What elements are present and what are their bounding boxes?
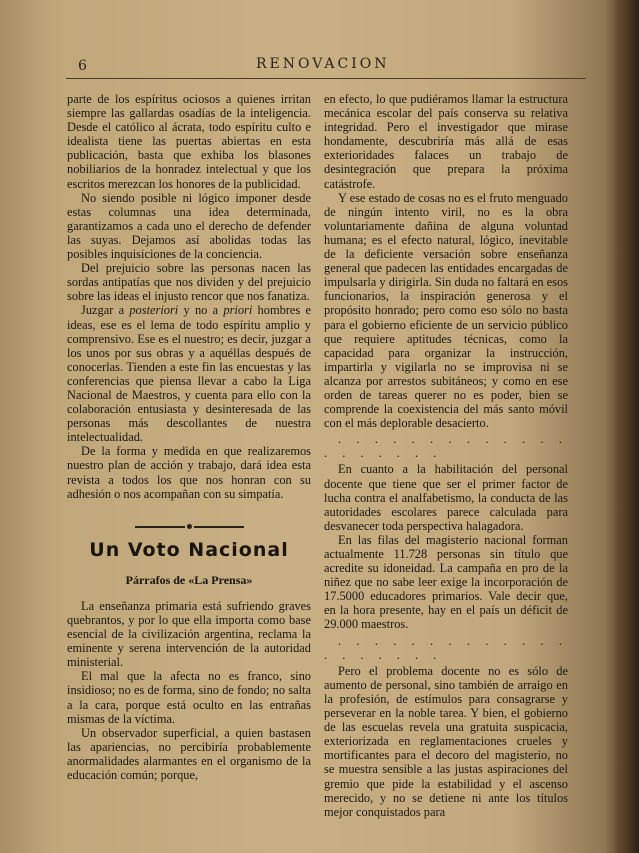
text-run: Juzgar a	[81, 303, 130, 318]
ellipsis-divider: . . . . . . . . . . . . . . . . . . . .	[324, 432, 568, 461]
paragraph: Pero el problema docente no es sólo de aumento de personal, sino también de arraigo en la profesión, de estímulos para consagrarse y perseverar en la noble tarea. Y bien, el gobierno de las escuelas revela una gratuita suspicacia, exteriorizada en reglamentaciones crueles y mortificantes para el decoro del magisterio, no se muestra sensible a las justas aspiraciones del gremio que pide la estabilidad y el ascenso merecido, y no se detiene ni ante los títulos mejor conquistados para	[324, 663, 568, 819]
book-spine-shadow	[605, 0, 639, 853]
paragraph: La enseñanza primaria está sufriendo graves quebrantos, y por lo que ella importa como base esencial de la civilización argentina, reclama la eminente y serena intervención de la autoridad ministerial.	[67, 598, 311, 670]
section-title: Un Voto Nacional	[89, 538, 289, 561]
paragraph: En las filas del magisterio nacional forman actualmente 11.728 personas sin título que acredite su idoneidad. La campaña en pro de la niñez que no sabe leer exige la incorporación de 17.5000 educadores primarios. Vale decir que, en la hora presente, hay en el país un déficit de 29.000 maestros.	[324, 532, 568, 632]
paragraph: parte de los espíritus ociosos a quienes irritan siempre las gallardas osadías de la inteligencia. Desde el católico al ácrata, todo espíritu culto e idealista tiene las puertas abiertas en esta publicación, basta que exhiba los blasones nobiliarios de la honradez intelectual y que los escritos merezcan los honores de la publicidad.	[67, 92, 311, 191]
ornament-dot	[187, 524, 192, 529]
paragraph: Del prejuicio sobre las personas nacen las sordas antipatías que nos dividen y del prejuicio sobre las ideas el injusto rencor que nos fanatiza.	[67, 261, 311, 304]
page-number: 6	[78, 58, 87, 74]
page-header	[66, 56, 586, 78]
ornament-bar	[194, 526, 244, 528]
paragraph: El mal que la afecta no es franco, sino insidioso; no es de forma, sino de fondo; no salta a la cara, porque está oculto en las entrañas mismas de la víctima.	[67, 669, 311, 726]
left-column	[67, 92, 311, 782]
section-subtitle: Párrafos de «La Prensa»	[125, 572, 253, 587]
right-column	[324, 92, 568, 819]
paragraph: Y ese estado de cosas no es el fruto menguado de ningún intento viril, no es la obra voluntariamente dañina de alguna voluntad humana; es el efecto natural, lógico, inevitable de la deficiente versación sobre enseñanza general que padecen las entidades encargadas de impulsarla y dirigirla. Sin duda no faltará en esos funcionarios, la inspiración generosa y el propósito honrado; pero como eso sólo no basta para el gobierno eficiente de un servicio público que requiere aptitudes técnicas, como la capacidad para organizar la instrucción, impartirla y vigilarla no se improvisa ni se alcanza por arrestos subitáneos; y como en ese orden de tareas querer no es poder, bien se comprende la coexistencia del más santo móvil con el más deplorable desacierto.	[324, 190, 568, 431]
italic-term: posteriori	[129, 303, 179, 318]
paragraph: en efecto, lo que pudiéramos llamar la estructura mecánica escolar del país conserva su relativa integridad. Pero el investigador que mirase hondamente, descubriría más allá de esas exterioridades falaces un trabajo de desintegración que prepara la próxima catástrofe.	[324, 92, 568, 191]
text-run: hombres e ideas, ese es el lema de todo espíritu amplio y comprensivo. Ese es el nuestro; es decir, juzgar a los unos por sus obras y a aquéllas después de conocerlas. Tienden a este fin las encuestas y las conferencias que piensa llevar a cabo la Liga Nacional de Maestros, y cuenta para ello con la colaboración entusiasta y desinteresada de las personas más descollantes de nuestra intelectualidad.	[67, 303, 311, 445]
paragraph: De la forma y medida en que realizaremos nuestro plan de acción y trabajo, dará idea esta revista a todos los que nos honran con su adhesión o nos acompañan con su simpatía.	[67, 444, 311, 501]
paragraph: Un observador superficial, a quien bastasen las apariencias, no percibiría probablemente anormalidades alarmantes en el organismo de la educación común; porque,	[67, 725, 311, 783]
text-run: y no a	[178, 303, 224, 318]
italic-term: priori	[223, 303, 253, 318]
ellipsis-divider: . . . . . . . . . . . . . . . . . . . .	[324, 633, 568, 662]
paragraph	[67, 303, 311, 444]
journal-title: RENOVACION	[256, 56, 390, 72]
header-rule	[66, 78, 586, 79]
ornament-bar	[135, 526, 185, 528]
paragraph: En cuanto a la habilitación del personal docente que tiene que ser el primer factor de lucha contra el analfabetismo, la conducta de las autoridades escolares parece calculada para desvanecer toda perspectiva halagadora.	[324, 462, 568, 533]
paragraph: No siendo posible ni lógico imponer desde estas columnas una idea determinada, garantizamos a cada uno el derecho de defender las suyas. Dejamos así abolidas todas las posibles inquisiciones de la conciencia.	[67, 190, 311, 262]
section-ornament	[67, 519, 311, 527]
